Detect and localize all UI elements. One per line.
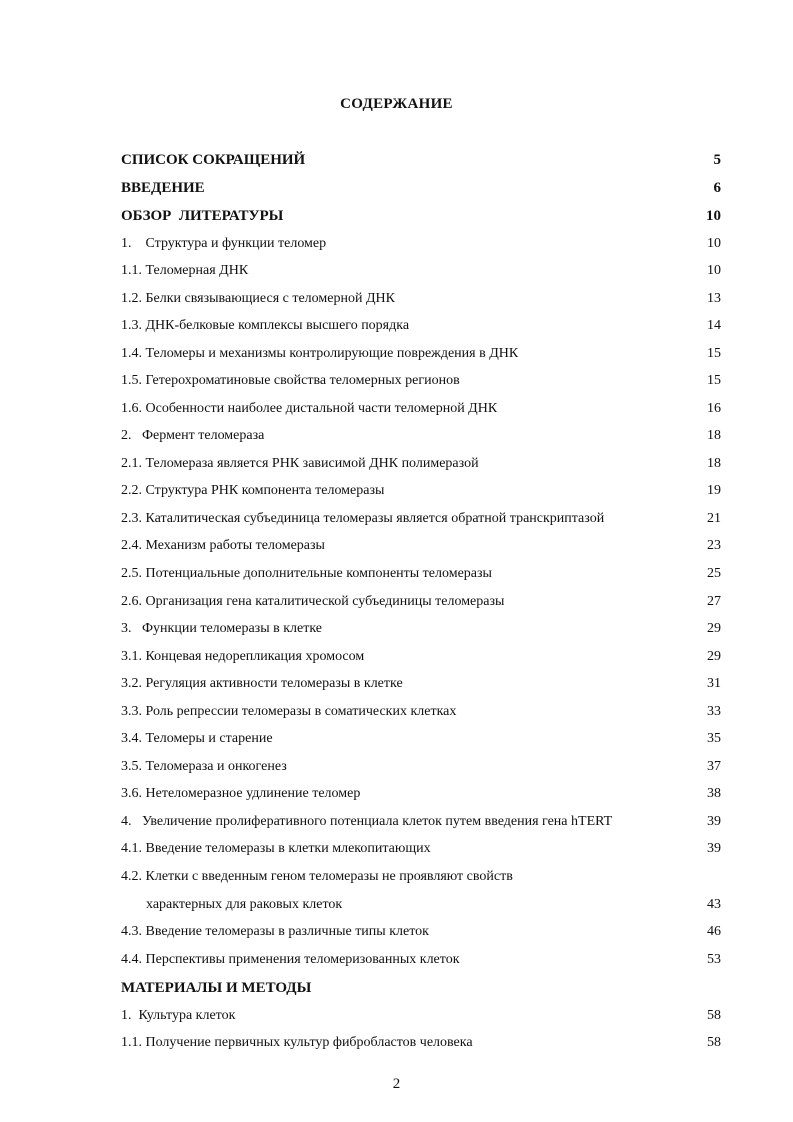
- toc-entry-page: 58: [707, 1008, 721, 1023]
- toc-entry-text: 2.6. Организация гена каталитической субъединицы теломеразы: [121, 594, 505, 609]
- toc-entry: [146, 895, 721, 915]
- toc-entry-page: 33: [707, 704, 721, 719]
- toc-entry-page: 37: [707, 759, 721, 774]
- toc-entry-text: 3.2. Регуляция активности теломеразы в клетке: [121, 676, 403, 691]
- toc-entry-text: ВВЕДЕНИЕ: [121, 180, 205, 196]
- toc-entry-text: 2.1. Теломераза является РНК зависимой ДНК полимеразой: [121, 456, 479, 471]
- toc-entry-text: 3.3. Роль репрессии теломеразы в соматических клетках: [121, 704, 457, 719]
- toc-entry: [121, 426, 721, 446]
- toc-entry-page: 5: [713, 152, 721, 168]
- toc-entry-page: 39: [707, 841, 721, 856]
- toc-entry-page: 46: [707, 924, 721, 939]
- toc-entry-page: 35: [707, 731, 721, 746]
- toc-entry-page: 16: [707, 401, 721, 416]
- toc-entry: [121, 509, 721, 529]
- toc-entry-text: 1.6. Особенности наиболее дистальной части теломерной ДНК: [121, 401, 498, 416]
- toc-entry: [121, 647, 721, 667]
- toc-entry: [121, 674, 721, 694]
- toc-entry-text: 3. Функции теломеразы в клетке: [121, 621, 323, 636]
- toc-entry-text: 2.2. Структура РНК компонента теломеразы: [121, 483, 385, 498]
- toc-entry: [121, 399, 721, 419]
- page-number: 2: [392, 1076, 401, 1092]
- toc-entry-text: 1.3. ДНК-белковые комплексы высшего порядка: [121, 318, 410, 333]
- toc-entry: [121, 784, 721, 804]
- toc-entry-text: 4.2. Клетки с введенным геном теломеразы не проявляют свойств: [121, 869, 513, 884]
- toc-entry: [121, 344, 721, 364]
- toc-entry-text: 4.1. Введение теломеразы в клетки млекопитающих: [121, 841, 431, 856]
- toc-entry-page: 21: [707, 511, 721, 526]
- toc-entry-page: 23: [707, 538, 721, 553]
- toc-entry-text: 4. Увеличение пролиферативного потенциала клеток путем введения гена hTERT: [121, 814, 613, 829]
- toc-entry-page: 10: [707, 263, 721, 278]
- toc-entry: [121, 206, 721, 226]
- toc-entry: [121, 234, 721, 254]
- toc-entry-text: 1. Культура клеток: [121, 1008, 236, 1023]
- toc-entry-text: 3.5. Теломераза и онкогенез: [121, 759, 287, 774]
- page-title: СОДЕРЖАНИЕ: [340, 96, 453, 112]
- toc-entry-page: 27: [707, 594, 721, 609]
- toc-entry: [121, 289, 721, 309]
- toc-entry-text: 2. Фермент теломераза: [121, 428, 265, 443]
- toc-entry-page: 25: [707, 566, 721, 581]
- toc-entry-page: 31: [707, 676, 721, 691]
- toc-entry-text: 3.6. Нетеломеразное удлинение теломер: [121, 786, 361, 801]
- toc-entry: [121, 316, 721, 336]
- toc-entry-page: 39: [707, 814, 721, 829]
- toc-entry: [121, 619, 721, 639]
- toc-entry: [121, 536, 721, 556]
- toc-entry-text: характерных для раковых клеток: [146, 897, 343, 912]
- toc-entry: [121, 867, 721, 887]
- toc-entry-text: 4.3. Введение теломеразы в различные типы клеток: [121, 924, 429, 939]
- toc-entry-page: 10: [706, 208, 721, 224]
- toc-entry-text: МАТЕРИАЛЫ И МЕТОДЫ: [121, 980, 312, 996]
- toc-entry-page: 6: [713, 180, 721, 196]
- toc-entry: [121, 261, 721, 281]
- toc-entry-text: 3.1. Концевая недорепликация хромосом: [121, 649, 365, 664]
- toc-entry-text: 1.2. Белки связывающиеся с теломерной ДНК: [121, 291, 395, 306]
- toc-entry-page: 10: [707, 236, 721, 251]
- toc-entry-page: 14: [707, 318, 721, 333]
- toc-entry: [121, 1006, 721, 1026]
- toc-entry-text: 1.1. Получение первичных культур фибробластов человека: [121, 1035, 473, 1050]
- toc-entry-page: 58: [707, 1035, 721, 1050]
- toc-entry-text: 1. Структура и функции теломер: [121, 236, 327, 251]
- toc-entry: [121, 454, 721, 474]
- toc-entry-page: 19: [707, 483, 721, 498]
- toc-entry-text: 1.4. Теломеры и механизмы контролирующие повреждения в ДНК: [121, 346, 519, 361]
- toc-entry: [121, 481, 721, 501]
- toc-entry-page: 29: [707, 621, 721, 636]
- toc-entry: [121, 839, 721, 859]
- toc-entry: [121, 729, 721, 749]
- toc-entry-text: 1.5. Гетерохроматиновые свойства теломерных регионов: [121, 373, 460, 388]
- toc-entry: [121, 978, 721, 998]
- toc-entry: [121, 950, 721, 970]
- toc-entry: [121, 922, 721, 942]
- toc-entry-text: СПИСОК СОКРАЩЕНИЙ: [121, 152, 306, 168]
- toc-entry-page: 43: [707, 897, 721, 912]
- toc-entry: [121, 592, 721, 612]
- toc-entry: [121, 564, 721, 584]
- toc-entry-text: 2.4. Механизм работы теломеразы: [121, 538, 325, 553]
- toc-entry-page: 13: [707, 291, 721, 306]
- toc-entry-page: 53: [707, 952, 721, 967]
- toc-entry: [121, 150, 721, 170]
- toc-entry-page: 38: [707, 786, 721, 801]
- toc-entry-text: 3.4. Теломеры и старение: [121, 731, 273, 746]
- toc-entry-text: ОБЗОР ЛИТЕРАТУРЫ: [121, 208, 284, 224]
- toc-entry: [121, 1033, 721, 1053]
- toc-entry-page: 15: [707, 373, 721, 388]
- toc-entry: [121, 812, 721, 832]
- toc-entry-page: 18: [707, 456, 721, 471]
- toc-entry-text: 2.3. Каталитическая субъединица теломеразы является обратной транскриптазой: [121, 511, 605, 526]
- toc-entry: [121, 757, 721, 777]
- toc-entry: [121, 371, 721, 391]
- toc-entry-page: 29: [707, 649, 721, 664]
- toc-entry-text: 4.4. Перспективы применения теломеризованных клеток: [121, 952, 460, 967]
- toc-entry-page: 18: [707, 428, 721, 443]
- toc-entry: [121, 178, 721, 198]
- toc-entry-text: 1.1. Теломерная ДНК: [121, 263, 249, 278]
- toc-entry: [121, 702, 721, 722]
- toc-entry-text: 2.5. Потенциальные дополнительные компоненты теломеразы: [121, 566, 492, 581]
- toc-entry-page: 15: [707, 346, 721, 361]
